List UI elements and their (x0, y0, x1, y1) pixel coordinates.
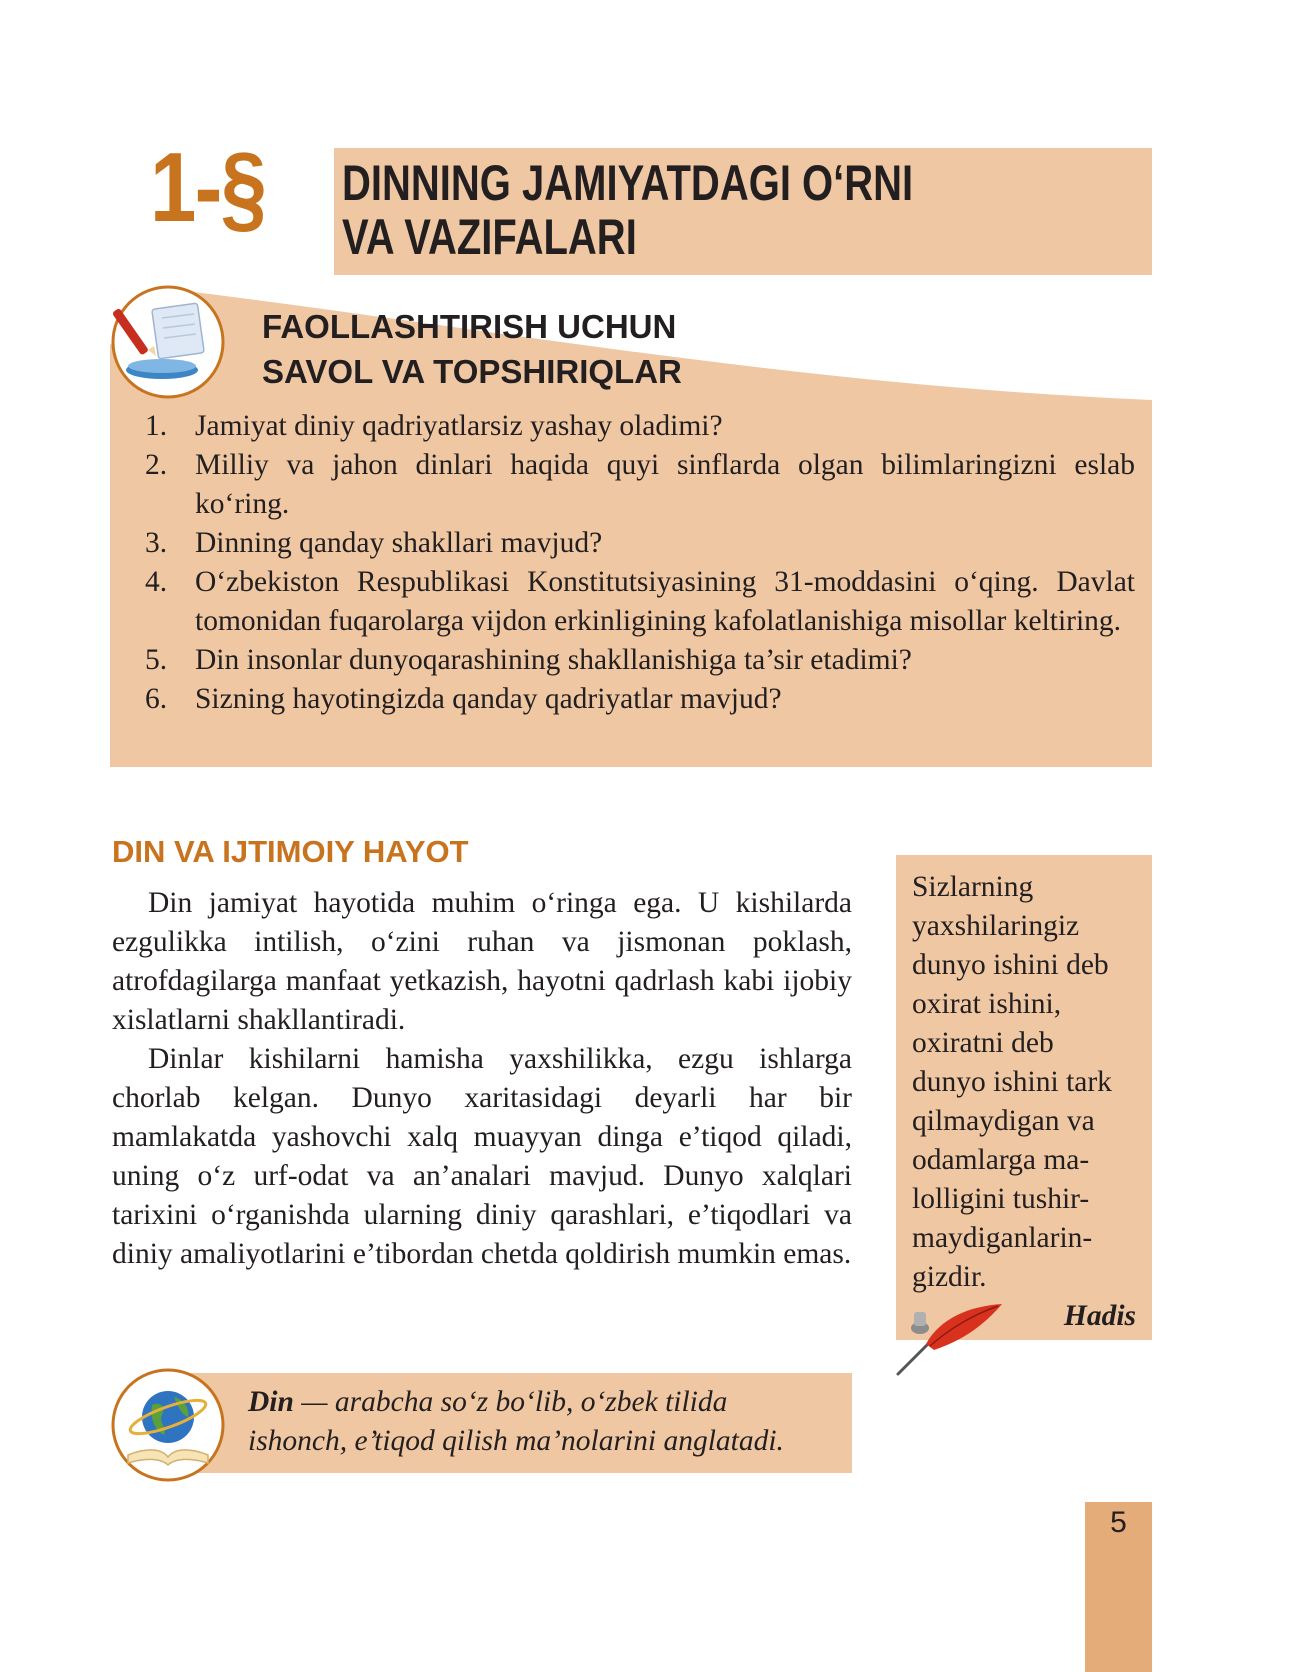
quote-line: oxiratni deb (912, 1027, 1054, 1059)
subsection-heading: DIN VA IJTIMOIY HAYOT (112, 834, 469, 869)
question-text: Sizning hayotingizda qanday qadriyatlar mavjud? (195, 683, 782, 715)
title-line-1: DINNING JAMIYATDAGI O‘RNI (342, 155, 914, 211)
question-number: 6. (145, 683, 168, 715)
definition-term: Din (248, 1386, 294, 1418)
question-number: 1. (145, 410, 168, 442)
question-text: Jamiyat diniy qadriyatlarsiz yashay oladimi? (195, 410, 723, 442)
quote-line: lolligini tushir- (912, 1183, 1090, 1215)
page-number: 5 (1110, 1506, 1127, 1539)
quote-line: oxirat ishini, (912, 988, 1062, 1020)
title-line-2: VA VAZIFALARI (342, 209, 637, 265)
question-text: Dinning qanday shakllari mavjud? (195, 527, 603, 559)
list-item (145, 680, 1135, 719)
list-item (145, 641, 1135, 680)
question-text: Milliy va jahon dinlari haqida quyi sinflarda olgan bilimlaringizni eslab ko‘ring. (195, 449, 1135, 520)
question-text: O‘zbekiston Respublikasi Konstitutsiyasining 31-moddasini o‘qing. Davlat tomonidan fuqarolarga vijdon erkinligining kafolatlanishiga misollar keltiring. (195, 566, 1135, 637)
section-number: 1-§ (150, 132, 266, 242)
list-item (145, 446, 1135, 524)
definition-rest: — arabcha so‘z bo‘lib, o‘zbek tilida (293, 1386, 728, 1418)
quote-line: Sizlarning (912, 871, 1034, 903)
definition-text (248, 1383, 848, 1461)
body-text (112, 884, 852, 1274)
quote-source: Hadis (1063, 1300, 1136, 1332)
list-item (145, 563, 1135, 641)
question-number: 3. (145, 527, 168, 559)
quote-line: yaxshilaringiz (912, 910, 1080, 942)
quill-pen-icon (890, 1298, 1005, 1378)
definition-line-2: ishonch, e’tiqod qilish ma’nolarini anglatadi. (248, 1425, 784, 1457)
question-number: 2. (145, 449, 168, 481)
paragraph: Dinlar kishilarni hamisha yaxshilikka, ezgu ishlarga chorlab kelgan. Dunyo xaritasidagi deyarli har bir mamlakatda yashovchi xalq muayyan dinga e’tiqod qiladi, uning o‘z urf-odat va an’analari mavjud. Dunyo xalqlari tarixini o‘rganishda ularning diniy qarashlari, e’tiqodlari va diniy amaliyotlarini e’tibordan chetda qoldirish mumkin emas. (112, 1043, 852, 1270)
definition-line-1 (248, 1383, 848, 1422)
quote-line: qilmaydigan va (912, 1105, 1095, 1137)
notebook-pen-icon (110, 284, 226, 400)
activation-heading-line-2: SAVOL VA TOPSHIRIQLAR (262, 353, 682, 390)
activation-heading-line-1: FAOLLASHTIRISH UCHUN (262, 308, 677, 345)
quote-line: dunyo ishini tark (912, 1066, 1112, 1098)
quote-line: dunyo ishini deb (912, 949, 1109, 981)
globe-book-icon (110, 1367, 226, 1483)
list-item (145, 524, 1135, 563)
question-text: Din insonlar dunyoqarashining shakllanishiga ta’sir etadimi? (195, 644, 912, 676)
quote-text (912, 868, 1148, 1297)
question-number: 5. (145, 644, 168, 676)
list-item (145, 407, 1135, 446)
quote-line: odamlarga ma- (912, 1144, 1090, 1176)
paragraph: Din jamiyat hayotida muhim o‘ringa ega. U kishilarda ezgulikka intilish, o‘zini ruhan va jismonan poklash, atrofdagilarga manfaat yetkazish, hayotni qadrlash kabi ijobiy xislatlarni shakllantiradi. (112, 887, 852, 1036)
question-list (145, 407, 1135, 719)
activation-heading (262, 304, 862, 394)
quote-line: maydiganlarin- (912, 1222, 1093, 1254)
quote-line: gizdir. (912, 1261, 987, 1293)
question-number: 4. (145, 566, 168, 598)
